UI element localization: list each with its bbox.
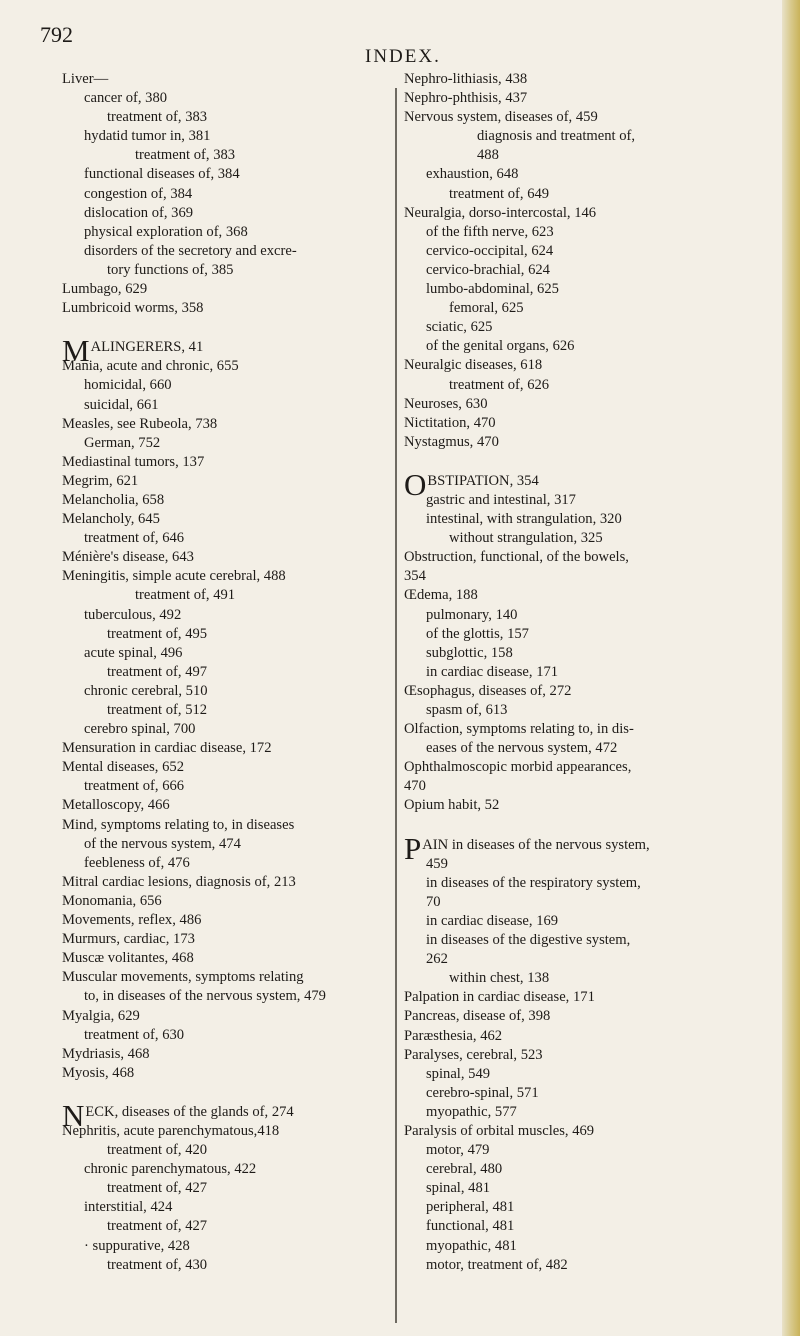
entry-text: without strangulation, 325 [449, 530, 603, 547]
entry-text: treatment of, 420 [107, 1142, 208, 1159]
index-subentry [62, 1237, 380, 1256]
entry-text: Murmurs, cardiac, 173 [62, 931, 195, 948]
index-entry [62, 453, 380, 472]
index-entry [404, 777, 769, 796]
entry-text: subglottic, 158 [426, 644, 513, 661]
entry-text: 354 [404, 568, 426, 585]
entry-text: myopathic, 577 [426, 1103, 517, 1120]
entry-text: tuberculous, 492 [84, 606, 182, 623]
entry-text: Muscular movements, symptoms relating [62, 969, 304, 986]
index-subentry [404, 701, 769, 720]
index-entry [404, 720, 769, 739]
entry-text: cervico-occipital, 624 [426, 242, 554, 259]
entry-text: Palpation in cardiac disease, 171 [404, 989, 595, 1006]
entry-text: tory functions of, 385 [107, 261, 234, 278]
index-entry [62, 567, 380, 586]
index-entry [62, 1064, 380, 1083]
index-subentry [62, 1217, 380, 1236]
index-subentry [404, 376, 769, 395]
entry-text: Nictitation, 470 [404, 414, 496, 431]
index-subentry [62, 185, 380, 204]
index-subentry [62, 682, 380, 701]
index-entry [62, 1045, 380, 1064]
index-subentry [62, 396, 380, 415]
entry-text: gastric and intestinal, 317 [426, 491, 576, 508]
index-subentry [404, 663, 769, 682]
index-subentry [404, 491, 769, 510]
entry-text: Myalgia, 629 [62, 1007, 140, 1024]
entry-text: ALINGERERS, 41 [90, 339, 204, 356]
index-entry [62, 1007, 380, 1026]
index-subentry [62, 529, 380, 548]
index-subentry [62, 146, 380, 165]
index-subentry [404, 1103, 769, 1122]
drop-cap-letter: O [404, 466, 427, 502]
index-subentry [404, 893, 769, 912]
entry-text: Movements, reflex, 486 [62, 912, 202, 929]
index-subentry [404, 1237, 769, 1256]
entry-text: motor, 479 [426, 1142, 490, 1159]
entry-text: in cardiac disease, 171 [426, 663, 559, 680]
index-entry [62, 739, 380, 758]
entry-text: Lumbago, 629 [62, 281, 148, 298]
entry-text: lumbo-abdominal, 625 [426, 281, 559, 298]
entry-text: Nystagmus, 470 [404, 433, 499, 450]
index-entry [62, 510, 380, 529]
index-entry [404, 1027, 769, 1046]
index-subentry [404, 280, 769, 299]
index-entry [62, 472, 380, 491]
index-entry [62, 930, 380, 949]
entry-text: feebleness of, 476 [84, 854, 190, 871]
entry-text: interstitial, 424 [84, 1199, 173, 1216]
index-subentry [404, 529, 769, 548]
index-subentry [62, 854, 380, 873]
entry-text: Muscæ volitantes, 468 [62, 950, 194, 967]
entry-text: spasm of, 613 [426, 702, 508, 718]
entry-text: treatment of, 427 [107, 1218, 208, 1235]
entry-text: German, 752 [84, 434, 161, 451]
index-entry [62, 548, 380, 567]
entry-text: Œdema, 188 [404, 587, 478, 604]
index-subentry [62, 89, 380, 108]
index-subentry [404, 223, 769, 242]
entry-text: intestinal, with strangulation, 320 [426, 511, 622, 528]
index-entry [62, 911, 380, 930]
entry-text: treatment of, 497 [107, 663, 208, 680]
entry-text: treatment of, 495 [107, 625, 208, 642]
entry-text: spinal, 481 [426, 1180, 491, 1197]
entry-text: BSTIPATION, 354 [427, 472, 539, 489]
index-entry [62, 357, 380, 376]
index-subentry [62, 606, 380, 625]
index-subentry [62, 625, 380, 644]
entry-text: Megrim, 621 [62, 472, 139, 489]
entry-text: Mitral cardiac lesions, diagnosis of, 213 [62, 873, 296, 890]
page-number: 792 [40, 22, 73, 47]
index-entry [404, 682, 769, 701]
index-subentry [404, 606, 769, 625]
entry-text: AIN in diseases of the nervous system, [422, 836, 650, 853]
index-subentry [62, 1141, 380, 1160]
entry-text: congestion of, 384 [84, 185, 193, 202]
entry-text: treatment of, 630 [84, 1026, 185, 1043]
entry-text: cerebro spinal, 700 [84, 721, 196, 738]
entry-text: Mental diseases, 652 [62, 759, 184, 776]
running-head: INDEX. [365, 46, 441, 67]
entry-text: 470 [404, 778, 426, 795]
entry-text: treatment of, 649 [449, 185, 550, 202]
entry-text: chronic parenchymatous, 422 [84, 1161, 257, 1178]
entry-text: functional diseases of, 384 [84, 166, 240, 183]
entry-text: treatment of, 383 [135, 147, 236, 164]
entry-text: Meningitis, simple acute cerebral, 488 [62, 568, 286, 585]
index-entry [62, 968, 380, 987]
entry-text: Paralyses, cerebral, 523 [404, 1046, 543, 1063]
entry-text: Liver— [62, 71, 109, 87]
entry-text: in cardiac disease, 169 [426, 912, 559, 929]
entry-text: peripheral, 481 [426, 1199, 515, 1216]
index-entry [62, 949, 380, 968]
entry-text: Melancholia, 658 [62, 491, 165, 508]
entry-text: Paræsthesia, 462 [404, 1027, 503, 1044]
index-subentry [404, 165, 769, 184]
entry-text: in diseases of the respiratory system, [426, 874, 641, 891]
entry-text: motor, treatment of, 482 [426, 1256, 568, 1273]
index-entry [62, 415, 380, 434]
entry-text: Measles, see Rubeola, 738 [62, 415, 218, 432]
index-entry [404, 356, 769, 375]
entry-text: Neuroses, 630 [404, 395, 488, 412]
section-spacer [404, 816, 769, 836]
entry-text: Ménière's disease, 643 [62, 549, 194, 566]
index-subentry [62, 586, 380, 605]
index-entry [404, 758, 769, 777]
index-subentry [404, 185, 769, 204]
index-subentry [404, 146, 769, 165]
index-entry [404, 395, 769, 414]
index-entry [62, 796, 380, 815]
entry-text: Neuralgia, dorso-intercostal, 146 [404, 204, 597, 221]
index-entry [62, 892, 380, 911]
index-subentry [404, 1256, 769, 1275]
index-entry [404, 796, 769, 815]
entry-text: chronic cerebral, 510 [84, 682, 208, 699]
entry-text: diagnosis and treatment of, [477, 128, 636, 145]
entry-text: functional, 481 [426, 1218, 515, 1235]
index-subentry [404, 625, 769, 644]
index-entry [404, 108, 769, 127]
index-entry [404, 567, 769, 586]
drop-cap-letter: P [404, 830, 422, 866]
index-subentry [62, 987, 380, 1006]
index-subentry [62, 1198, 380, 1217]
index-entry [404, 586, 769, 605]
index-subentry [62, 644, 380, 663]
right-index-column [404, 70, 769, 1275]
index-subentry [404, 1065, 769, 1084]
entry-text: within chest, 138 [449, 970, 550, 987]
index-entry [404, 988, 769, 1007]
index-subentry [404, 1084, 769, 1103]
entry-text: acute spinal, 496 [84, 644, 183, 661]
entry-text: Metalloscopy, 466 [62, 797, 170, 814]
index-subentry [404, 931, 769, 950]
entry-text: homicidal, 660 [84, 377, 172, 394]
index-subentry [62, 108, 380, 127]
entry-text: Mind, symptoms relating to, in diseases [62, 816, 295, 833]
index-subentry [404, 912, 769, 931]
index-entry [62, 1122, 380, 1141]
drop-cap-letter: N [62, 1097, 85, 1133]
index-subentry [404, 510, 769, 529]
entry-text: femoral, 625 [449, 300, 524, 317]
entry-text: 488 [477, 147, 499, 164]
entry-text: spinal, 549 [426, 1065, 491, 1082]
entry-text: Nephro-phthisis, 437 [404, 90, 528, 107]
entry-text: of the glottis, 157 [426, 625, 529, 642]
entry-text: treatment of, 383 [107, 109, 208, 126]
entry-text: Olfaction, symptoms relating to, in dis- [404, 721, 634, 738]
entry-text: Melancholy, 645 [62, 511, 160, 528]
index-subentry [404, 1141, 769, 1160]
index-subentry [62, 434, 380, 453]
index-subentry [62, 1256, 380, 1275]
page-edge-stain [782, 0, 800, 1336]
index-entry [404, 1122, 769, 1141]
entry-text: cancer of, 380 [84, 90, 168, 107]
index-subentry [62, 204, 380, 223]
entry-text: Mediastinal tumors, 137 [62, 453, 205, 470]
entry-text: treatment of, 430 [107, 1256, 208, 1273]
section-spacer [404, 452, 769, 472]
index-subentry [62, 720, 380, 739]
entry-text: 70 [426, 893, 441, 910]
index-subentry [404, 1160, 769, 1179]
index-subentry [404, 1179, 769, 1198]
index-subentry [404, 242, 769, 261]
entry-text: Mania, acute and chronic, 655 [62, 358, 239, 375]
entry-text: Œsophagus, diseases of, 272 [404, 682, 572, 699]
entry-text: ECK, diseases of the glands of, 274 [85, 1103, 294, 1120]
entry-text: Lumbricoid worms, 358 [62, 300, 204, 317]
index-entry [404, 89, 769, 108]
index-subentry [404, 1217, 769, 1236]
entry-text: physical exploration of, 368 [84, 223, 248, 240]
entry-text: Pancreas, disease of, 398 [404, 1008, 551, 1025]
index-entry [404, 70, 769, 89]
index-subentry [404, 950, 769, 969]
index-subentry [62, 835, 380, 854]
entry-text: Nephritis, acute parenchymatous,418 [62, 1122, 280, 1139]
entry-text: Mydriasis, 468 [62, 1045, 150, 1062]
entry-text: Nephro-lithiasis, 438 [404, 71, 528, 87]
index-subentry [62, 1026, 380, 1045]
index-subentry [62, 165, 380, 184]
entry-text: in diseases of the digestive system, [426, 932, 631, 949]
column-divider [395, 88, 397, 1323]
index-subentry [62, 1179, 380, 1198]
entry-text: Obstruction, functional, of the bowels, [404, 549, 629, 566]
entry-text: hydatid tumor in, 381 [84, 128, 211, 145]
entry-text: cerebral, 480 [426, 1161, 503, 1178]
entry-text: treatment of, 512 [107, 702, 208, 718]
index-entry [404, 414, 769, 433]
index-subentry [404, 644, 769, 663]
entry-text: of the genital organs, 626 [426, 338, 575, 355]
entry-text: to, in diseases of the nervous system, 479 [84, 988, 326, 1005]
entry-text: of the fifth nerve, 623 [426, 223, 554, 240]
index-entry [62, 70, 380, 89]
entry-text: dislocation of, 369 [84, 204, 194, 221]
entry-text: 459 [426, 855, 448, 872]
entry-text: Myosis, 468 [62, 1064, 135, 1081]
entry-text: of the nervous system, 474 [84, 835, 241, 852]
index-subentry [62, 223, 380, 242]
entry-text: Opium habit, 52 [404, 797, 500, 814]
entry-text: 262 [426, 951, 448, 968]
index-subentry [404, 855, 769, 874]
index-entry [62, 491, 380, 510]
entry-text: treatment of, 646 [84, 530, 185, 547]
index-entry [62, 280, 380, 299]
index-subentry [62, 261, 380, 280]
entry-text: cerebro-spinal, 571 [426, 1084, 539, 1101]
index-entry [62, 758, 380, 777]
index-subentry [404, 874, 769, 893]
index-subentry [62, 777, 380, 796]
index-subentry [62, 376, 380, 395]
section-spacer [62, 1083, 380, 1103]
entry-text: Neuralgic diseases, 618 [404, 357, 543, 374]
index-subentry [404, 1198, 769, 1217]
index-entry [404, 548, 769, 567]
entry-text: cervico-brachial, 624 [426, 261, 550, 278]
index-subentry [62, 701, 380, 720]
index-subentry [62, 127, 380, 146]
entry-text: pulmonary, 140 [426, 606, 518, 623]
index-subentry [404, 318, 769, 337]
index-entry [62, 873, 380, 892]
index-subentry [62, 663, 380, 682]
entry-text: treatment of, 427 [107, 1180, 208, 1197]
entry-text: Ophthalmoscopic morbid appearances, [404, 759, 632, 776]
index-entry [404, 1007, 769, 1026]
entry-text: myopathic, 481 [426, 1237, 517, 1254]
drop-cap-letter: M [62, 333, 90, 369]
entry-text: exhaustion, 648 [426, 166, 519, 183]
entry-text: eases of the nervous system, 472 [426, 740, 618, 757]
section-spacer [62, 318, 380, 338]
entry-text: treatment of, 626 [449, 376, 550, 393]
index-subentry [404, 969, 769, 988]
entry-text: · suppurative, 428 [84, 1237, 190, 1254]
index-subentry [404, 739, 769, 758]
entry-text: treatment of, 491 [135, 587, 236, 604]
index-subentry [62, 1160, 380, 1179]
entry-text: Mensuration in cardiac disease, 172 [62, 740, 272, 757]
index-entry [62, 816, 380, 835]
entry-text: treatment of, 666 [84, 778, 185, 795]
index-entry [404, 204, 769, 223]
index-entry [404, 433, 769, 452]
entry-text: suicidal, 661 [84, 396, 159, 413]
index-entry [404, 1046, 769, 1065]
index-entry [62, 299, 380, 318]
index-subentry [404, 299, 769, 318]
entry-text: Monomania, 656 [62, 892, 162, 909]
index-subentry [62, 242, 380, 261]
entry-text: Paralysis of orbital muscles, 469 [404, 1122, 595, 1139]
left-index-column [62, 70, 380, 1275]
entry-text: sciatic, 625 [426, 319, 493, 336]
index-subentry [404, 127, 769, 146]
entry-text: disorders of the secretory and excre- [84, 242, 297, 259]
index-subentry [404, 337, 769, 356]
index-subentry [404, 261, 769, 280]
entry-text: Nervous system, diseases of, 459 [404, 109, 598, 126]
